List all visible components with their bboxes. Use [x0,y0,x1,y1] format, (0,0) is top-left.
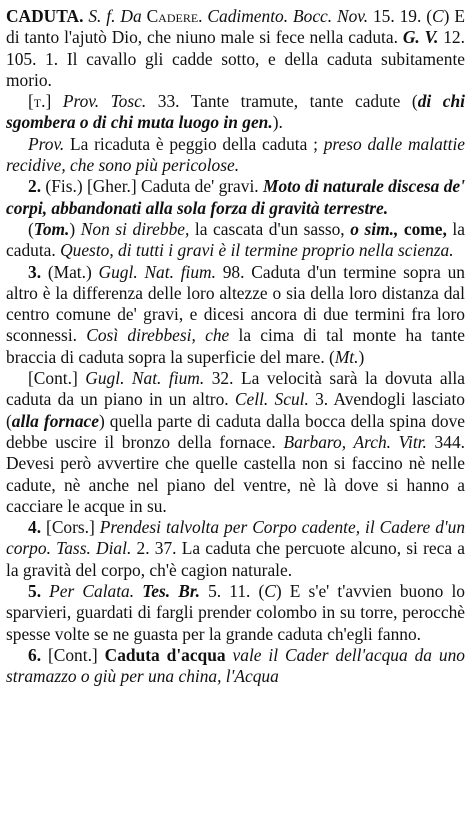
gloss: Per Calata. [49,581,135,602]
entry-text: la cima di tal monte ha tante braccia di caduta sopra la superficie del mare. ( [6,325,465,367]
entry-text: [Cont.] [28,368,86,389]
entry-tommaseo-note [6,219,465,262]
entry-definition-main [6,6,465,91]
gloss: come, [403,218,447,239]
sense-number: 6. [28,644,42,665]
entry-proverb [6,91,465,134]
source-citation: Gugl. Nat. fium. [85,368,205,389]
etymology-prefix: Da [120,6,142,26]
headword: CADUTA. [6,6,84,26]
gloss: alla fornace [11,410,99,431]
entry-text: [Cors.] [41,517,100,538]
entry-text: 98. Caduta d'un termine sopra un altro è la differenza delle loro altezze o sia della loro distanza dal centro comune de' gravi, e dicesi ancora di due termini fra loro sconnessi. [6,261,465,346]
bracket: ) [69,218,81,239]
space [226,645,233,665]
gloss: di chi sgombera o di chi muta luogo in gen. [6,91,465,133]
phrase: Caduta d'acqua [104,644,226,665]
sense-number: 3. [28,261,42,282]
entry-text: [Cont.] [41,644,105,665]
bracket: [ [28,91,34,112]
entry-sense-6 [6,645,465,688]
source-citation: Gugl. Nat. fium. [98,261,216,282]
entry-sense-5 [6,581,465,645]
sense-number: 4. [28,517,42,538]
source-citation: G. V. [402,27,439,48]
entry-text: la cascata d'un sasso, [189,218,351,239]
tag-label: t. [33,91,46,112]
gloss: vale il Cader dell'acqua da uno stramazzo o giù per una china, l'Acqua [6,644,465,687]
source-citation: Tass. Dial. [56,538,132,559]
gloss: preso dalle malattie recidive, che sono più pericolose. [6,133,465,176]
synonym: Cadimento. [207,6,289,26]
entry-sense-4 [6,517,465,581]
entry-text: 2. 37. La caduta che percuote alcuno, si reca a la gravità del corpo, ch'è cagion naturale. [6,538,465,580]
crusca-mark: C [432,6,444,26]
source-citation: Prov. [28,133,65,154]
crusca-mark: C [264,581,276,602]
bracket: ( [28,218,34,239]
entry-text: (Fis.) [Gher.] Caduta de' gravi. [41,176,264,197]
entry-text: 3. Avendogli lasciato ( [6,389,465,431]
entry-text: La ricaduta è peggio della caduta ; [64,133,324,154]
entry-proverb-2 [6,134,465,177]
entry-text: 5. 11. ( [199,581,265,602]
source-mark: Mt. [334,346,359,367]
bracket: ] [45,91,63,112]
etymology-word: Cadere. [146,6,203,26]
entry-text: ) E s'e' t'avvien buono lo sparvieri, guardati di fargli prender colombo in su torre, perocchè spesse volte se ne guasta per la grande caduta ch'egli fanno. [6,581,465,644]
entry-text: 344. Devesi però avvertire che quelle castella non si faccino nè nelle cadute, nè anche nel piano del ventre, nè là dove si hanno a cacciare le acque in su. [6,431,465,516]
entry-text: 33. Tante tramute, tante cadute ( [146,91,418,112]
entry-sense-3 [6,262,465,368]
source-citation: Tes. Br. [142,581,200,602]
gloss: Questo, di tutti i gravi è il termine proprio nella scienza. [60,240,454,261]
source-citation: Bocc. Nov. [293,6,369,26]
entry-continuation [6,368,465,517]
entry-text: la caduta. [6,218,465,261]
gloss: Moto di naturale discesa de' corpi, abbandonati alla sola forza di gravità terrestre. [6,176,465,218]
entry-text: ) [358,346,365,367]
tommaseo-mark: Tom. [33,218,70,239]
gloss: o sim., [350,218,399,239]
source-citation: Cell. Scul. [234,389,309,410]
entry-text: 15. 19. ( [368,6,433,26]
sense-number: 2. [28,176,42,197]
gloss: Prendesi talvolta per Corpo cadente, il Cadere d'un corpo. [6,517,466,559]
entry-sense-2 [6,176,465,219]
space [41,581,49,601]
gloss: Non si direbbe, [80,218,190,239]
entry-text: ) E di tanto l'ajutò Dio, che niuno male si fece nella caduta. [6,6,465,48]
entry-text: 12. 105. 1. Il cavallo gli cadde sotto, e della caduta subitamente morio. [6,27,465,90]
sense-number: 5. [28,581,42,602]
source-citation: Barbaro, Arch. Vitr. [283,431,427,452]
entry-text: ) quella parte di caduta dalla bocca della spina dove debbe uscire il bronzo della fornace. [6,410,465,452]
gloss: Così direbbesi, che [86,325,230,346]
entry-text: 32. La velocità sarà la dovuta alla caduta da un piano in un altro. [6,368,465,410]
source-citation: Prov. Tosc. [62,91,147,112]
entry-text: (Mat.) [41,261,99,282]
entry-text: ). [272,112,283,133]
grammar-label: S. f. [88,6,116,26]
